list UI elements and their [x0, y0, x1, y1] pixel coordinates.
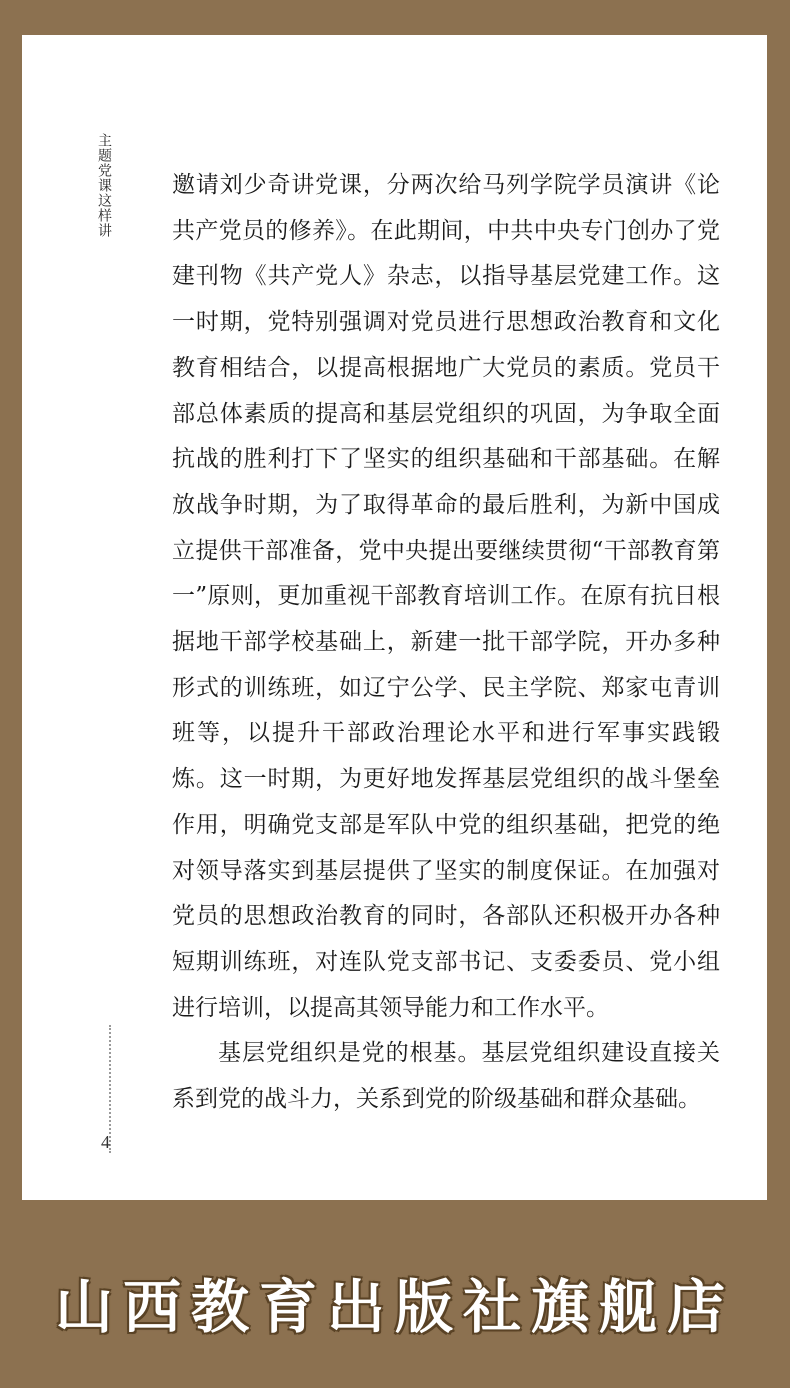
running-head: 主题党课这样讲	[96, 133, 112, 238]
store-name: 山西教育出版社旗舰店	[54, 1273, 735, 1341]
paragraph-1: 邀请刘少奇讲党课，分两次给马列学院学员演讲《论共产党员的修养》。在此期间，中共中央专门创办了党建刊物《共产党人》杂志，以指导基层党建工作。这一时期，党特别强调对党员进行思想政治教育和文化教育相结合，以提高根据地广大党员的素质。党员干部总体素质的提高和基层党组织的巩固，为争取全面抗战的胜利打下了坚实的组织基础和干部基础。在解放战争时期，为了取得革命的最后胜利，为新中国成立提供干部准备，党中央提出要继续贯彻“干部教育第一”原则，更加重视干部教育培训工作。在原有抗日根据地干部学校基础上，新建一批干部学院，开办多种形式的训练班，如辽宁公学、民主学院、郑家屯青训班等，以提升干部政治理论水平和进行军事实践锻炼。这一时期，为更好地发挥基层党组织的战斗堡垒作用，明确党支部是军队中党的组织基础，把党的绝对领导落实到基层提供了坚实的制度保证。在加强对党员的思想政治教育的同时，各部队还积极开办各种短期训练班，对连队党支部书记、支委委员、党小组进行培训，以提高其领导能力和工作水平。	[172, 172, 720, 1021]
book-page	[22, 35, 767, 1200]
body-text	[172, 163, 720, 1123]
paragraph-2: 基层党组织是党的根基。基层党组织建设直接关系到党的战斗力，关系到党的阶级基础和群众基础。	[172, 1040, 720, 1113]
store-banner	[0, 1222, 790, 1388]
page-number: 4	[101, 1132, 110, 1152]
